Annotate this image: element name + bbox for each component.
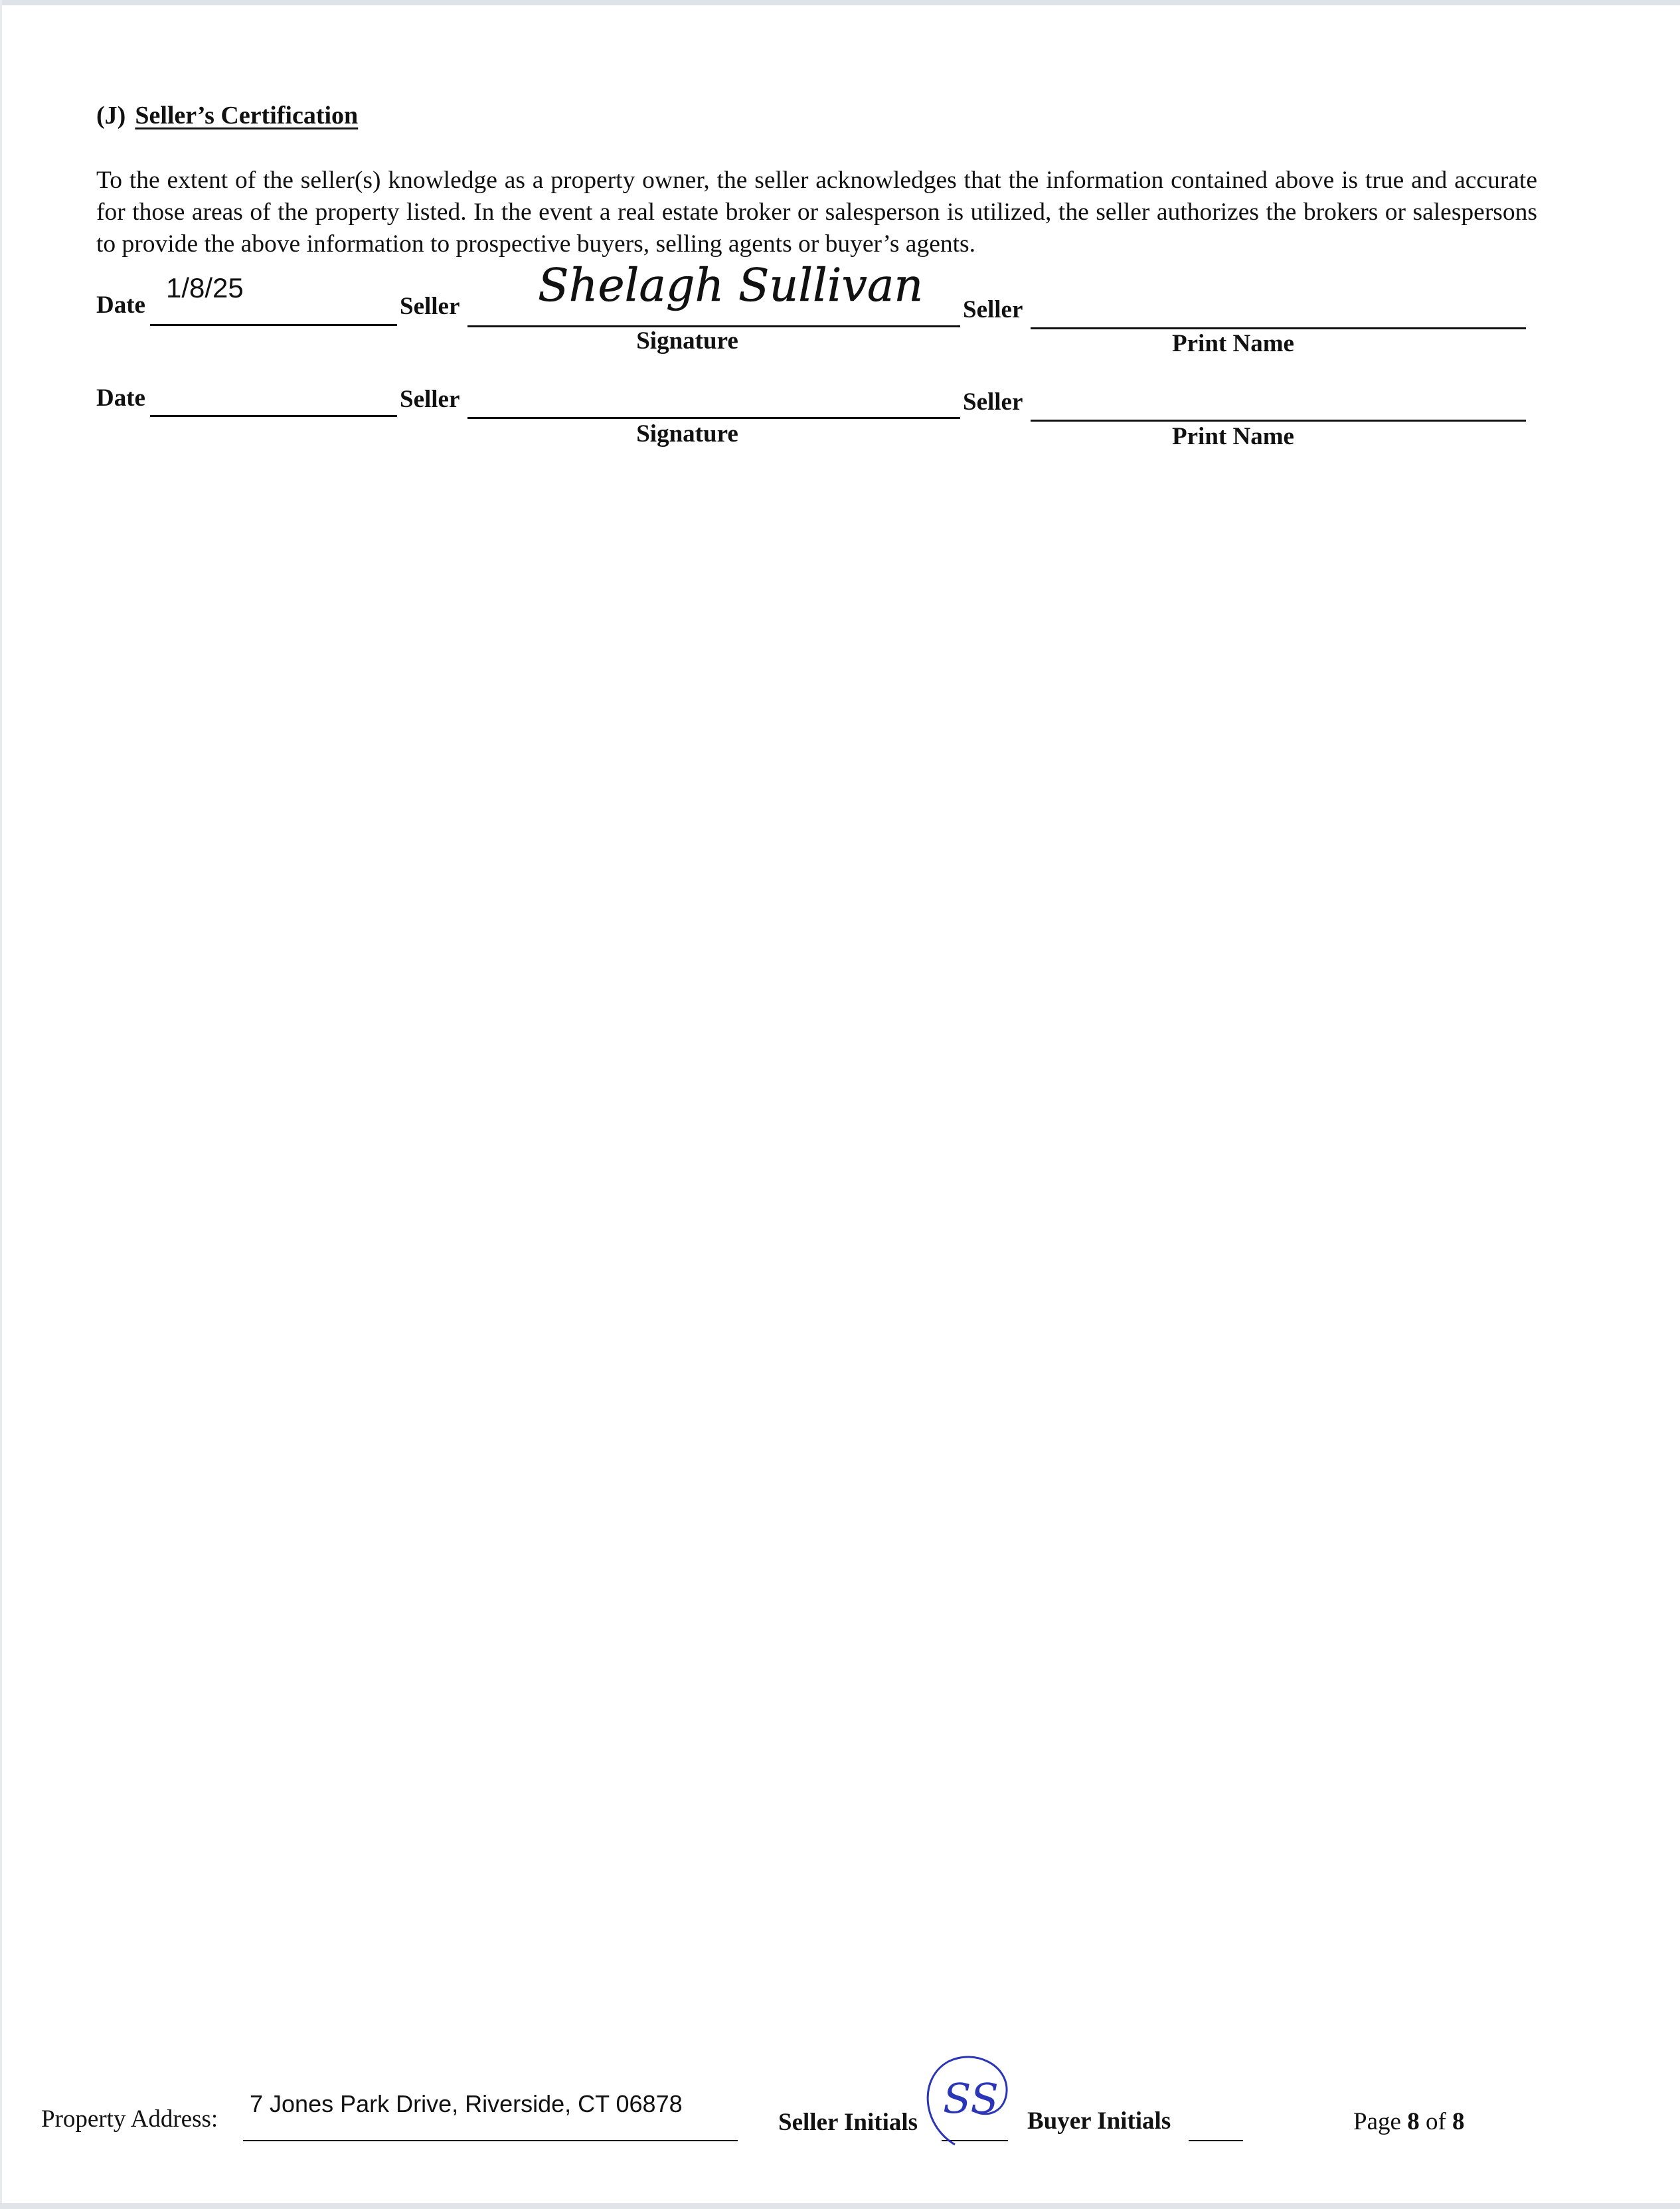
- property-address-value: 7 Jones Park Drive, Riverside, CT 06878: [250, 2090, 683, 2117]
- scan-top-edge: [0, 0, 1680, 5]
- date-line-row1: [150, 324, 397, 326]
- signature-caption-row1: Signature: [636, 327, 738, 355]
- property-address-label: Property Address:: [41, 2105, 218, 2133]
- buyer-initials-line: [1189, 2140, 1243, 2141]
- page-prefix: Page: [1353, 2108, 1401, 2135]
- section-title: Seller’s Certification: [135, 102, 359, 129]
- handwritten-signature: [531, 256, 930, 329]
- date-label-row2: Date: [96, 384, 145, 412]
- seller-label-row2: Seller: [400, 386, 460, 413]
- signature-caption-row2: Signature: [636, 420, 738, 448]
- date-line-row2: [150, 415, 397, 417]
- seller-label-row1: Seller: [400, 293, 460, 320]
- seller-label-row1-second: Seller: [963, 296, 1023, 323]
- scan-bottom-edge: [0, 2203, 1680, 2209]
- initials-text: SS: [943, 2074, 999, 2123]
- signature-line-row2: [467, 417, 960, 419]
- print-name-caption-row2: Print Name: [1172, 423, 1294, 450]
- seller-label-row2-second: Seller: [963, 388, 1023, 416]
- page-current: 8: [1407, 2108, 1420, 2135]
- page-number: [1353, 2107, 1465, 2136]
- date-field-row1[interactable]: 1/8/25: [166, 272, 244, 303]
- print-name-line-row2: [1031, 420, 1526, 422]
- buyer-initials-label: Buyer Initials: [1027, 2107, 1171, 2135]
- page-of: of: [1425, 2108, 1446, 2135]
- signature-text: Shelagh Sullivan: [538, 260, 924, 312]
- certification-paragraph: To the extent of the seller(s) knowledge as a property owner, the seller acknowledges that the information contained above is true and accurate for those areas of the property listed. In the event a real estate broker or salesperson is utilized, the seller authorizes the brokers or salespersons to provide the above information to prospective buyers, selling agents or buyer’s agents.: [96, 167, 1537, 258]
- scan-left-edge: [0, 0, 2, 2209]
- section-letter: (J): [96, 102, 126, 129]
- section-heading: [96, 101, 358, 130]
- property-address-line: [243, 2140, 738, 2141]
- print-name-caption-row1: Print Name: [1172, 330, 1294, 357]
- seller-initials-mark: [908, 2045, 1021, 2158]
- page-total: 8: [1452, 2108, 1465, 2135]
- seller-initials-label: Seller Initials: [778, 2109, 918, 2136]
- date-label-row1: Date: [96, 291, 145, 319]
